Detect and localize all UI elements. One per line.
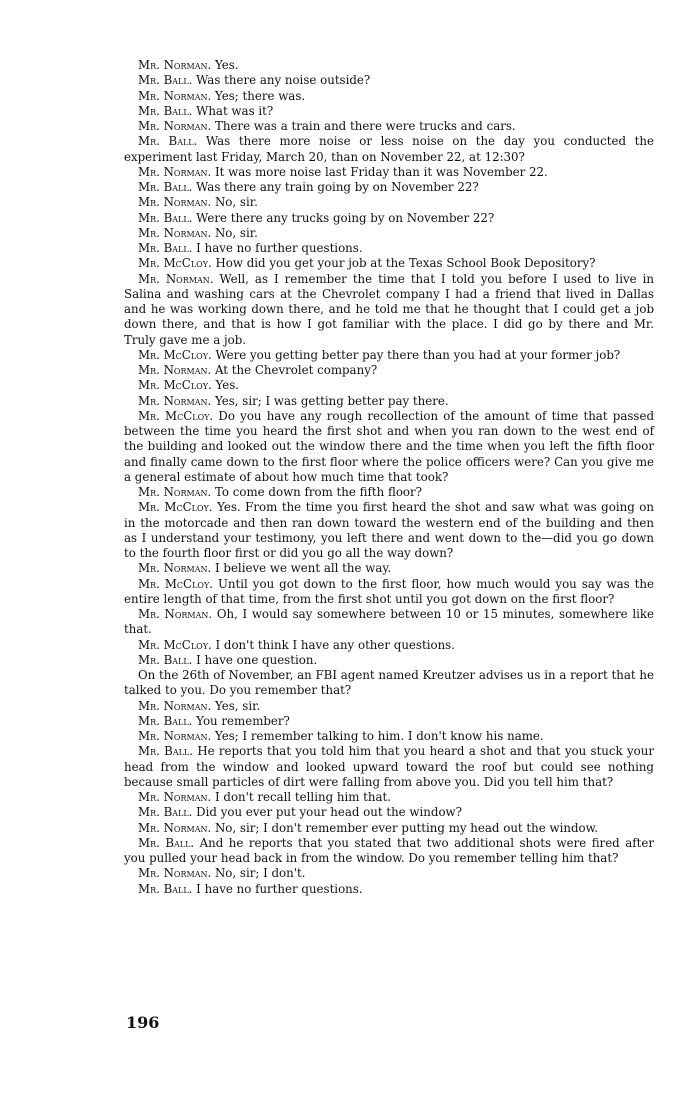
testimony-paragraph	[124, 180, 654, 195]
testimony-text: Yes, sir; I was getting better pay there.	[211, 393, 449, 408]
testimony-text: No, sir; I don't.	[211, 866, 306, 881]
testimony-text: Yes; there was.	[211, 88, 306, 103]
testimony-text: To come down from the fifth floor?	[211, 485, 422, 499]
testimony-text: How did you get your job at the Texas School Book Depository?	[211, 256, 596, 271]
testimony-text: I have no further questions.	[192, 241, 363, 255]
speaker-name: Mr. Ball.	[138, 805, 193, 820]
speaker-name: Mr. Norman.	[138, 225, 212, 240]
speaker-name: Mr. Ball.	[138, 713, 193, 728]
speaker-name: Mr. Norman.	[138, 271, 214, 286]
testimony-paragraph	[124, 500, 654, 561]
testimony-text: Was there any train going by on November 22?	[192, 180, 479, 194]
testimony-text: On the 26th of November, an FBI agent named Kreutzer advises us in a report that he talked to you. Do you remember that?	[124, 668, 654, 698]
testimony-paragraph	[124, 882, 654, 897]
testimony-text: At the Chevrolet company?	[211, 363, 378, 377]
testimony-paragraph	[124, 409, 654, 485]
speaker-name: Mr. Norman.	[138, 164, 212, 179]
testimony-paragraph	[124, 668, 654, 699]
speaker-name: Mr. Norman.	[138, 195, 212, 210]
speaker-name: Mr. Ball.	[138, 881, 193, 896]
testimony-paragraph	[124, 638, 654, 653]
testimony-text: Yes, sir.	[211, 698, 261, 713]
testimony-paragraph	[124, 577, 654, 608]
testimony-text: I believe we went all the way.	[211, 561, 392, 576]
testimony-text: Well, as I remember the time that I told you before I used to live in Salina and washing cars at the Chevrolet company I had a friend that lived in Dallas and he was working down there, and he told me that he thought that I could get a job down there, and that is how I got familiar with the place. I did go by there and Mr. Truly gave me a job.	[124, 271, 654, 347]
testimony-text: Was there more noise or less noise on the day you conducted the experiment last Friday, March 20, than on November 22, at 12:30?	[124, 134, 654, 164]
testimony-paragraph	[124, 699, 654, 714]
testimony-paragraph	[124, 394, 654, 409]
testimony-paragraph	[124, 790, 654, 805]
speaker-name: Mr. Norman.	[138, 119, 212, 133]
testimony-paragraph	[124, 866, 654, 881]
testimony-paragraph	[124, 485, 654, 500]
testimony-text: Were you getting better pay there than you had at your former job?	[211, 347, 621, 362]
testimony-paragraph	[124, 272, 654, 348]
speaker-name: Mr. Norman.	[138, 58, 212, 72]
speaker-name: Mr. McCloy.	[138, 637, 212, 652]
testimony-text: And he reports that you stated that two additional shots were fired after you pulled your head back in from the window. Do you remember telling him that?	[124, 835, 654, 865]
testimony-text: Was there any noise outside?	[192, 73, 371, 88]
speaker-name: Mr. McCloy.	[138, 378, 212, 393]
speaker-name: Mr. Norman.	[138, 820, 212, 835]
speaker-name: Mr. Norman.	[138, 866, 212, 881]
speaker-name: Mr. Norman.	[138, 485, 212, 499]
testimony-paragraph	[124, 226, 654, 241]
speaker-name: Mr. Norman.	[138, 393, 212, 408]
speaker-name: Mr. Ball.	[138, 134, 198, 149]
testimony-paragraph	[124, 211, 654, 226]
testimony-paragraph	[124, 195, 654, 210]
testimony-text: No, sir; I don't remember ever putting my head out the window.	[211, 820, 599, 835]
testimony-paragraph	[124, 89, 654, 104]
testimony-paragraph	[124, 821, 654, 836]
speaker-name: Mr. Ball.	[138, 241, 193, 255]
testimony-paragraph	[124, 256, 654, 271]
testimony-text: No, sir.	[211, 195, 258, 210]
testimony-text: He reports that you told him that you heard a shot and that you stuck your head from the window and looked upward toward the roof but could see nothing because small particles of dirt were falling from above you. Did you tell him that?	[124, 744, 654, 789]
testimony-paragraph	[124, 744, 654, 790]
speaker-name: Mr. McCloy.	[138, 347, 212, 362]
testimony-paragraph	[124, 836, 654, 867]
testimony-paragraph	[124, 134, 654, 165]
testimony-text: It was more noise last Friday than it was November 22.	[211, 164, 548, 179]
testimony-paragraph	[124, 165, 654, 180]
testimony-paragraph	[124, 561, 654, 576]
testimony-text: There was a train and there were trucks and cars.	[211, 119, 516, 133]
testimony-text: I don't think I have any other questions.	[211, 637, 455, 652]
speaker-name: Mr. Ball.	[138, 835, 195, 850]
testimony-text: Until you got down to the first floor, how much would you say was the entire length of that time, from the first shot until you got down on the first floor?	[124, 576, 655, 606]
testimony-text: Did you ever put your head out the window?	[192, 805, 462, 820]
speaker-name: Mr. McCloy.	[138, 408, 214, 423]
testimony-paragraph	[124, 805, 654, 820]
speaker-name: Mr. Norman.	[138, 790, 212, 804]
testimony-text: Oh, I would say somewhere between 10 or 15 minutes, somewhere like that.	[124, 607, 654, 637]
testimony-paragraph	[124, 378, 654, 393]
speaker-name: Mr. Ball.	[138, 210, 193, 225]
testimony-paragraph	[124, 607, 654, 638]
testimony-paragraph	[124, 241, 654, 256]
speaker-name: Mr. Norman.	[138, 88, 212, 103]
testimony-text: Yes.	[211, 378, 240, 393]
testimony-text: I don't recall telling him that.	[211, 790, 392, 804]
speaker-name: Mr. Norman.	[138, 607, 213, 621]
testimony-text: I have one question.	[192, 652, 318, 667]
testimony-paragraph	[124, 73, 654, 88]
testimony-paragraph	[124, 348, 654, 363]
page-number: 196	[126, 1013, 160, 1032]
testimony-text: Yes; I remember talking to him. I don't know his name.	[211, 729, 544, 743]
testimony-paragraph	[124, 104, 654, 119]
testimony-text: No, sir.	[211, 225, 258, 240]
speaker-name: Mr. Ball.	[138, 652, 193, 667]
speaker-name: Mr. McCloy.	[138, 256, 212, 271]
speaker-name: Mr. Norman.	[138, 561, 212, 576]
testimony-text: Were there any trucks going by on November 22?	[192, 210, 495, 225]
testimony-text: Do you have any rough recollection of the amount of time that passed between the time you heard the first shot and when you ran down to the west end of the building and looked out the window there and the time when you left the fifth floor and finally came down to the first floor where the police officers were? Can you give me a general estimate of about how much time that took?	[124, 408, 654, 484]
testimony-text: I have no further questions.	[192, 881, 363, 896]
speaker-name: Mr. Norman.	[138, 729, 212, 743]
testimony-paragraph	[124, 714, 654, 729]
speaker-name: Mr. Ball.	[138, 103, 193, 118]
speaker-name: Mr. Norman.	[138, 698, 212, 713]
testimony-paragraph	[124, 729, 654, 744]
speaker-name: Mr. Ball.	[138, 180, 193, 194]
speaker-name: Mr. Norman.	[138, 363, 212, 377]
speaker-name: Mr. Ball.	[138, 73, 193, 88]
transcript-body	[124, 58, 654, 897]
testimony-text: What was it?	[192, 103, 274, 118]
testimony-paragraph	[124, 58, 654, 73]
testimony-text: Yes. From the time you first heard the shot and saw what was going on in the motorcade and then ran down toward the western end of the building and then as I understand your testimony, you left there and went down to the—did you go down to the fourth floor first or did you go all the way down?	[124, 500, 654, 560]
testimony-paragraph	[124, 363, 654, 378]
testimony-text: Yes.	[211, 58, 239, 72]
speaker-name: Mr. Ball.	[138, 744, 193, 759]
testimony-text: You remember?	[192, 713, 290, 728]
speaker-name: Mr. McCloy.	[138, 500, 213, 515]
speaker-name: Mr. McCloy.	[138, 576, 213, 591]
testimony-paragraph	[124, 119, 654, 134]
testimony-paragraph	[124, 653, 654, 668]
